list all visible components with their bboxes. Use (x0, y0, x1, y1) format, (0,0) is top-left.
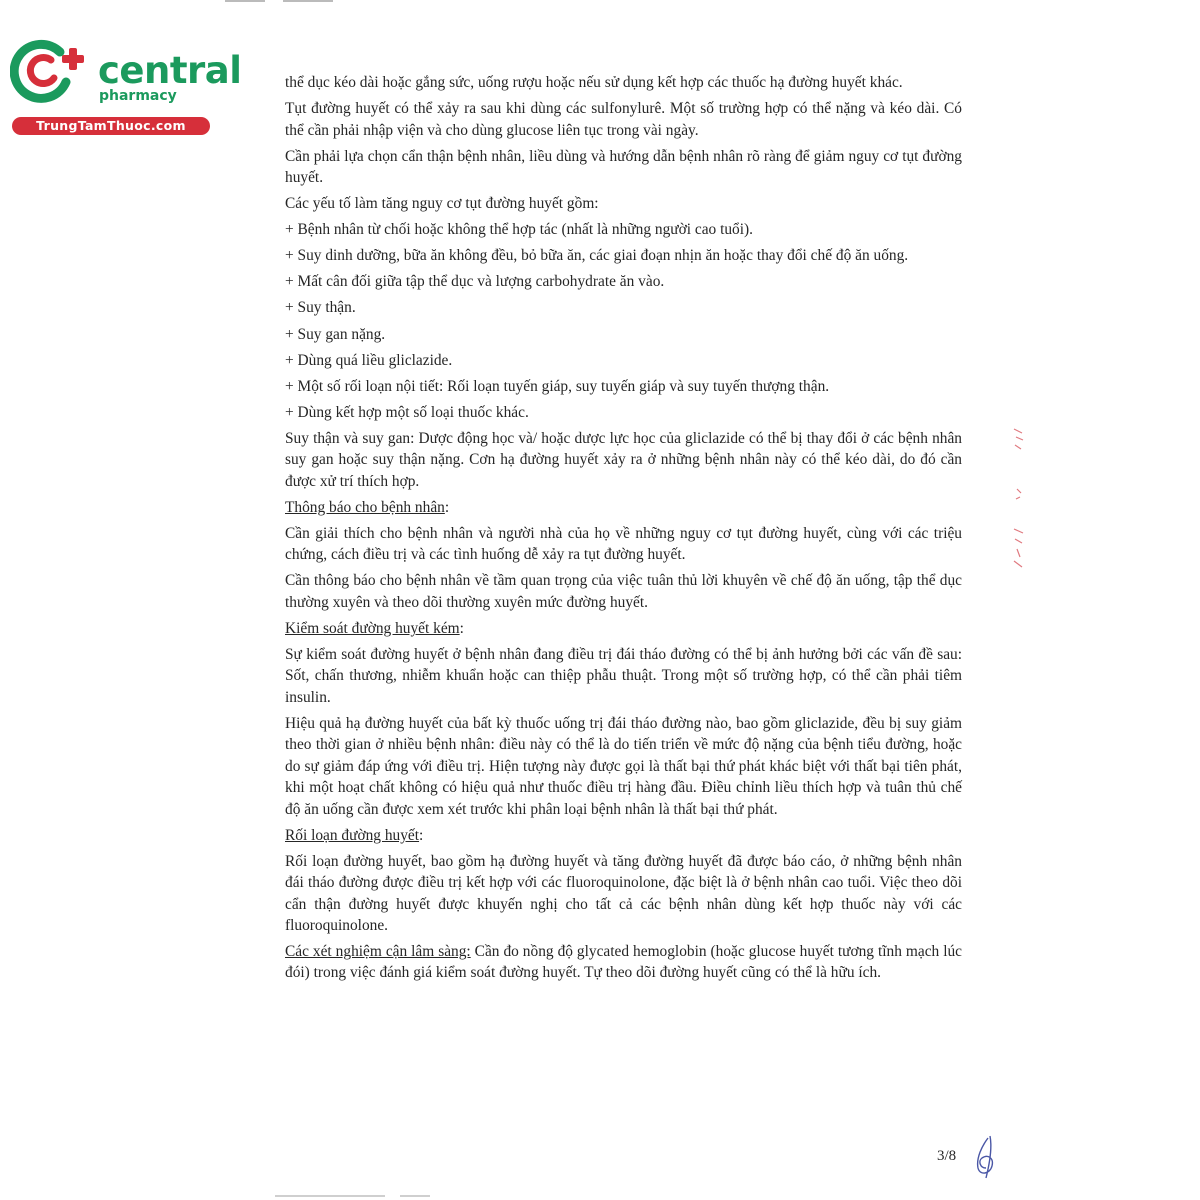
list-item: + Suy thận. (285, 299, 356, 317)
brand-website: TrungTamThuoc.com (12, 117, 210, 135)
list-item: + Dùng kết hợp một số loại thuốc khác. (285, 403, 529, 421)
bottom-scan-marks (275, 1195, 475, 1198)
list-item: + Suy gan nặng. (285, 325, 386, 343)
paragraph: Các yếu tố làm tăng nguy cơ tụt đường huyết gồm: (285, 195, 599, 213)
inline-heading: Các xét nghiệm cận lâm sàng: (285, 943, 471, 961)
paragraph: thể dục kéo dài hoặc gắng sức, uống rượu hoặc nếu sử dụng kết hợp các thuốc hạ đường huyết khác. (285, 74, 903, 91)
page-number: 3/8 (937, 1148, 957, 1164)
paragraph: Sự kiểm soát đường huyết ở bệnh nhân đang điều trị đái tháo đường có thể bị ảnh hưởng bởi các vấn đề sau: Sốt, chấn thương, nhiễm khuẩn hoặc can thiệp phẫu thuật. Trong một số trường hợp, có thể cần phải tiêm insulin. (285, 646, 962, 706)
handwritten-signature-icon (968, 1132, 1004, 1182)
central-pharmacy-logo (10, 36, 242, 136)
pharmacy-cross-logo-icon (10, 38, 86, 104)
section-heading-text: Thông báo cho bệnh nhân (285, 498, 445, 516)
brand-subtitle: pharmacy (99, 88, 177, 104)
paragraph: Cần phải lựa chọn cẩn thận bệnh nhân, liều dùng và hướng dẫn bệnh nhân rõ ràng để giảm nguy cơ tụt đường huyết. (285, 147, 962, 186)
section-heading: Rối loạn đường huyết: (285, 826, 424, 844)
document-body (285, 72, 962, 989)
red-side-stamp-icon (1008, 425, 1030, 575)
paragraph: Suy thận và suy gan: Dược động học và/ hoặc dược lực học của gliclazide có thể bị thay đổi ở các bệnh nhân suy gan hoặc suy thận nặng. Cơn hạ đường huyết xảy ra ở những bệnh nhân này có thể kéo dài, do đó cần được xử trí thích hợp. (285, 429, 962, 490)
paragraph (285, 941, 962, 984)
top-scan-marks (225, 0, 335, 3)
list-item: + Suy dinh dưỡng, bữa ăn không đều, bỏ bữa ăn, các giai đoạn nhịn ăn hoặc thay đổi chế độ ăn uống. (285, 247, 909, 265)
list-item: + Dùng quá liều gliclazide. (285, 351, 453, 369)
list-item: + Mất cân đối giữa tập thể dục và lượng carbohydrate ăn vào. (285, 273, 665, 291)
paragraph: Hiệu quả hạ đường huyết của bất kỳ thuốc uống trị đái tháo đường nào, bao gồm gliclazide, đều bị suy giảm theo thời gian ở nhiều bệnh nhân: điều này có thể là do tiến triển về mức độ nặng của bệnh tiểu đường, hoặc do sự giảm đáp ứng với điều trị. Hiện tượng này được gọi là thất bại thứ phát khác biệt với thất bại tiên phát, khi một hoạt chất không có hiệu quả như thuốc điều trị hàng đầu. Điều chỉnh liều thích hợp và tuân thủ chế độ ăn uống cần được xem xét trước khi phân loại bệnh nhân là thất bại thứ phát. (285, 714, 962, 818)
section-heading-text: Kiểm soát đường huyết kém (285, 619, 460, 637)
paragraph: Rối loạn đường huyết, bao gồm hạ đường huyết và tăng đường huyết đã được báo cáo, ở những bệnh nhân đái tháo đường được điều trị kết hợp với các fluoroquinolone, đặc biệt là ở bệnh nhân cao tuổi. Việc theo dõi cẩn thận đường huyết được khuyến nghị cho tất cả các bệnh nhân dùng kết hợp thuốc này với các fluoroquinolone. (285, 852, 962, 934)
list-item: + Bệnh nhân từ chối hoặc không thể hợp tác (nhất là những người cao tuổi). (285, 221, 753, 239)
section-heading: Kiểm soát đường huyết kém: (285, 619, 464, 637)
paragraph: Cần thông báo cho bệnh nhân về tầm quan trọng của việc tuân thủ lời khuyên về chế độ ăn uống, tập thể dục thường xuyên và theo dõi thường xuyên mức đường huyết. (285, 572, 962, 611)
list-item: + Một số rối loạn nội tiết: Rối loạn tuyến giáp, suy tuyến giáp và suy tuyến thượng thận. (285, 377, 830, 395)
paragraph-text: Cần đo nồng độ glycated hemoglobin (hoặc glucose huyết tương tĩnh mạch lúc đói) trong việc đánh giá kiểm soát đường huyết. Tự theo dõi đường huyết cũng có thể là hữu ích. (285, 943, 962, 982)
section-heading-text: Rối loạn đường huyết (285, 826, 420, 844)
paragraph: Cần giải thích cho bệnh nhân và người nhà của họ về những nguy cơ tụt đường huyết, cùng với các triệu chứng, cách điều trị và các tình huống dễ xảy ra tụt đường huyết. (285, 524, 962, 564)
brand-name: central (98, 49, 242, 92)
section-heading: Thông báo cho bệnh nhân: (285, 498, 450, 516)
paragraph: Tụt đường huyết có thể xảy ra sau khi dùng các sulfonylurê. Một số trường hợp có thể nặng và kéo dài. Có thể cần phải nhập viện và cho dùng glucose liên tục trong vài ngày. (285, 100, 962, 139)
